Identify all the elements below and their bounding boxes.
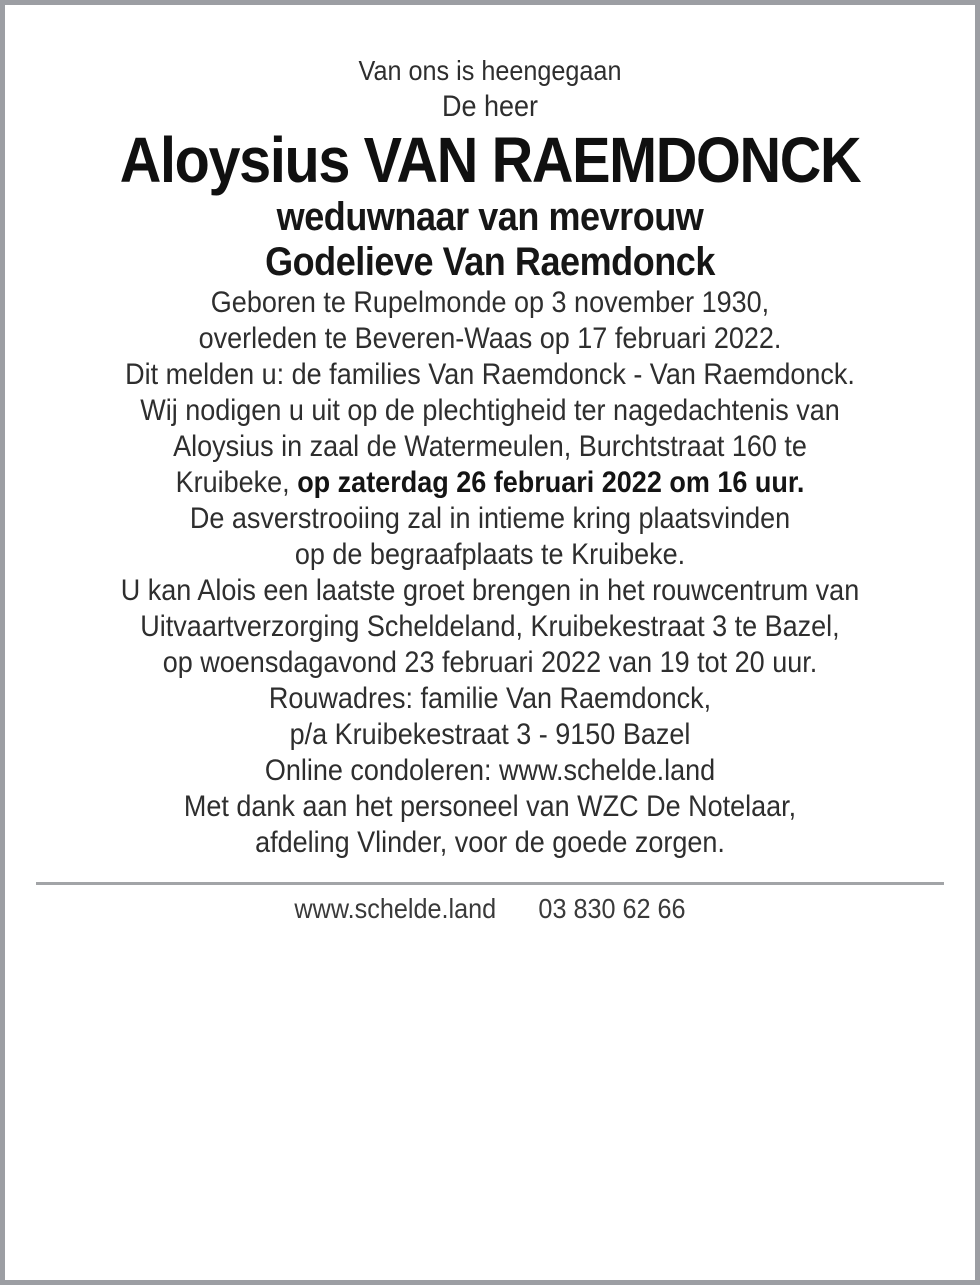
mourning-address-block xyxy=(54,681,927,789)
co-address-line: p/a Kruibekestraat 3 - 9150 Bazel xyxy=(289,718,691,751)
ceremony-line-2: Aloysius in zaal de Watermeulen, Burchtstraat 160 te xyxy=(173,430,807,463)
thanks-line-2: afdeling Vlinder, voor de goede zorgen. xyxy=(255,826,725,859)
ash-scattering-line-2: op de begraafplaats te Kruibeke. xyxy=(294,538,686,571)
divider-line xyxy=(36,882,944,885)
ceremony-line-1: Wij nodigen u uit op de plechtigheid ter nagedachtenis van xyxy=(140,394,840,427)
ceremony-block xyxy=(54,393,927,501)
deceased-name: Aloysius VAN RAEMDONCK xyxy=(119,124,861,196)
ceremony-line-3 xyxy=(54,465,927,501)
birth-line: Geboren te Rupelmonde op 3 november 1930, xyxy=(210,286,770,319)
footer xyxy=(54,891,927,927)
visitation-block xyxy=(54,573,927,681)
thanks-line-1: Met dank aan het personeel van WZC De Notelaar, xyxy=(183,790,797,823)
life-dates-block xyxy=(54,285,927,357)
online-condolence-line: Online condoleren: www.schelde.land xyxy=(264,754,716,787)
ceremony-location: Kruibeke, xyxy=(175,466,298,499)
visitation-line-2: Uitvaartverzorging Scheldeland, Kruibekestraat 3 te Bazel, xyxy=(140,610,840,643)
visitation-line-1: U kan Alois een laatste groet brengen in het rouwcentrum van xyxy=(120,574,860,607)
salutation-line: De heer xyxy=(441,90,539,123)
death-line: overleden te Beveren-Waas op 17 februari 2022. xyxy=(198,322,782,355)
spouse-name: Godelieve Van Raemdonck xyxy=(265,240,715,284)
ash-scattering-line-1: De asverstrooiing zal in intieme kring plaatsvinden xyxy=(189,502,791,535)
families-line: Dit melden u: de families Van Raemdonck - Van Raemdonck. xyxy=(125,358,855,391)
ash-scattering-block xyxy=(54,501,927,573)
mourning-address-line: Rouwadres: familie Van Raemdonck, xyxy=(268,682,712,715)
footer-phone: 03 830 62 66 xyxy=(538,893,686,924)
relation-block xyxy=(54,195,927,285)
opening-line: Van ons is heengegaan xyxy=(358,55,622,86)
thanks-block xyxy=(54,789,927,861)
ceremony-datetime: op zaterdag 26 februari 2022 om 16 uur. xyxy=(297,466,805,499)
visitation-line-3: op woensdagavond 23 februari 2022 van 19 tot 20 uur. xyxy=(162,646,818,679)
announcement-body xyxy=(54,5,927,861)
footer-website: www.schelde.land xyxy=(294,893,497,924)
widower-line: weduwnaar van mevrouw xyxy=(276,195,704,239)
